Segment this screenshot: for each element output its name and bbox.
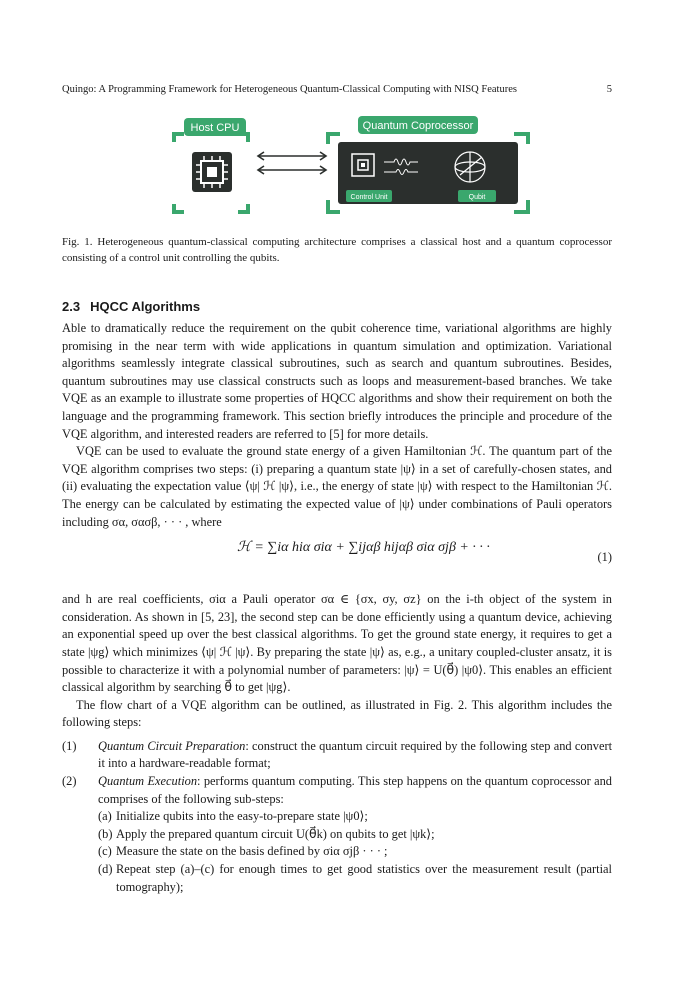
substeps-list bbox=[98, 808, 612, 896]
control-unit-tag bbox=[346, 190, 392, 202]
coprocessor-label: Quantum Coprocessor bbox=[362, 120, 474, 132]
section-heading bbox=[62, 299, 200, 314]
architecture-diagram bbox=[62, 112, 612, 222]
list-item bbox=[98, 861, 612, 896]
equation-block bbox=[62, 531, 612, 591]
bidirectional-arrows-icon bbox=[258, 152, 326, 174]
running-title: Quingo: A Programming Framework for Heterogeneous Quantum-Classical Computing with NISQ Features bbox=[62, 84, 517, 95]
list-item bbox=[98, 843, 612, 861]
substep-label: (c) bbox=[98, 844, 112, 859]
equation-number: (1) bbox=[597, 550, 612, 565]
step-label: (1) bbox=[62, 738, 77, 753]
paragraph-4: The flow chart of a VQE algorithm can be outlined, as illustrated in Fig. 2. This algorithm includes the following steps: bbox=[62, 697, 612, 730]
section-title: HQCC Algorithms bbox=[90, 299, 201, 314]
body-text bbox=[62, 320, 612, 896]
paragraph-3: and h are real coefficients, σiα a Pauli operator σα ∈ {σx, σy, σz} on the i-th object of the system in consideration. As shown in [5, 23], the second step can be done efficiently using a quantum device, achieving an exponential speed up over the best classical algorithms. To get the ground state energy, it requires to get a state |ψg⟩ which minimizes ⟨ψ| ℋ |ψ⟩. By preparing the state |ψ⟩ as, e.g., a unitary coupled-cluster ansatz, it is possible to characterize it with a polynomial number of parameters: |ψ⟩ = U(θ⃗) |ψ0⟩. This enables an efficient classical algorithm by searching θ⃗ to get |ψg⟩. bbox=[62, 592, 612, 695]
list-item bbox=[98, 826, 612, 844]
list-item bbox=[98, 808, 612, 826]
steps-list bbox=[62, 738, 612, 896]
substep-label: (a) bbox=[98, 809, 112, 824]
step-text: : performs quantum computing. This step happens on the quantum coprocessor and comprises of the following sub-steps: bbox=[98, 774, 612, 806]
control-unit-label: Control Unit bbox=[350, 194, 388, 201]
step-text: : construct the quantum circuit required by the following step and convert it into a hardware-readable format; bbox=[98, 738, 613, 771]
section-number: 2.3 bbox=[62, 299, 81, 314]
step-label: (2) bbox=[62, 774, 77, 789]
figure-caption bbox=[62, 234, 612, 266]
caption-text: Heterogeneous quantum-classical computing architecture comprises a classical host and a quantum coprocessor consisting of a control unit controlling the qubits. bbox=[62, 236, 612, 264]
list-item bbox=[62, 773, 612, 896]
substep-label: (d) bbox=[98, 862, 113, 877]
paragraph-1: Able to dramatically reduce the requirement on the qubit coherence time, variational algorithms are highly promising in the near term with wide applications in quantum simulation and optimization. Variational algorithms seamlessly integrate classical subroutines, such as search and quantum subroutines. Besides, quantum subroutines may use classical constructs such as loops and measurement-based branches. We take VQE as an example to illustrate some properties of HQCC algorithms and show their requirement on both the language and the programming framework. This section briefly introduces the principle and procedure of the VQE algorithm, and interested readers are referred to [5] for more details. bbox=[62, 321, 612, 441]
substep-text: Repeat step (a)–(c) for enough times to get good statistics over the measurement result (partial tomography); bbox=[116, 862, 612, 894]
architecture-figure bbox=[62, 112, 612, 222]
substep-label: (b) bbox=[98, 826, 113, 841]
host-cpu-label: Host CPU bbox=[190, 122, 240, 134]
caption-label: Fig. 1. bbox=[62, 236, 93, 248]
qubit-tag bbox=[458, 190, 496, 202]
list-item bbox=[62, 738, 612, 773]
substep-text: Initialize qubits into the easy-to-prepare state |ψ0⟩; bbox=[116, 809, 368, 824]
page-number: 5 bbox=[606, 84, 612, 95]
cpu-chip-icon bbox=[192, 152, 232, 192]
equation-1: ℋ = ∑iα hiα σiα + ∑ijαβ hijαβ σiα σjβ + · · · bbox=[237, 540, 490, 556]
substep-text: Apply the prepared quantum circuit U(θ⃗k) on qubits to get |ψk⟩; bbox=[116, 826, 435, 841]
qubit-label: Qubit bbox=[468, 194, 486, 201]
running-head bbox=[62, 84, 612, 95]
step-title: Quantum Circuit Preparation bbox=[98, 738, 246, 753]
paragraph-2: VQE can be used to evaluate the ground state energy of a given Hamiltonian ℋ. The quantum part of the VQE algorithm comprises two steps: (i) preparing a quantum state |ψ⟩ in a set of carefully-chosen states, and (ii) evaluating the expectation value ⟨ψ| ℋ |ψ⟩, i.e., the energy of state |ψ⟩ with respect to the Hamiltonian ℋ. The energy can be calculated by estimating the expected value of |ψ⟩ under combinations of Pauli operators including σα, σασβ, · · · , where bbox=[62, 444, 612, 529]
substep-text: Measure the state on the basis defined by σiα σjβ · · · ; bbox=[116, 844, 388, 859]
step-title: Quantum Execution bbox=[98, 774, 198, 789]
